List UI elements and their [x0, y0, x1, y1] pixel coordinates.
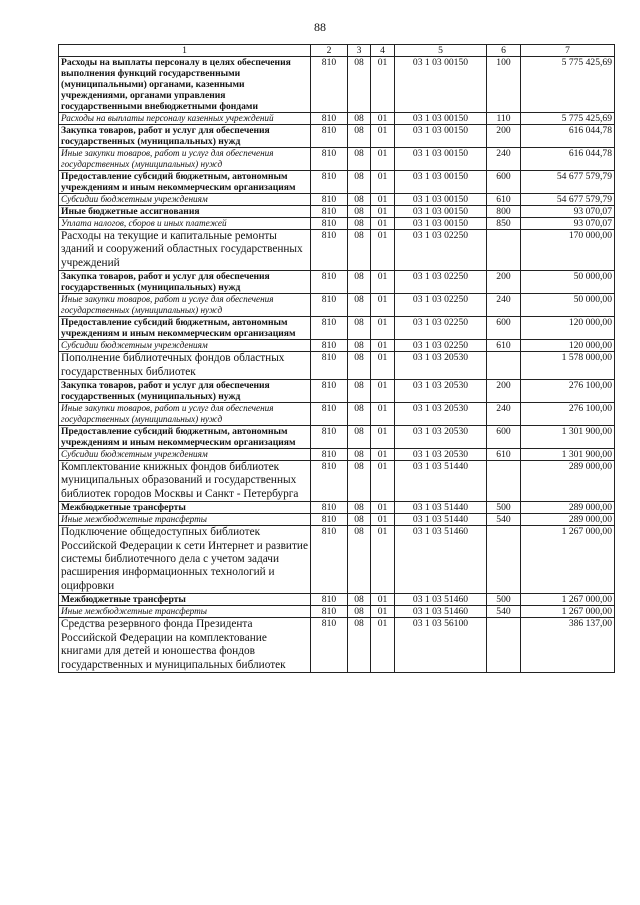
row-amount: 5 775 425,69	[521, 57, 615, 113]
row-section-code: 08	[348, 426, 371, 449]
table-row	[59, 218, 615, 230]
row-amount: 54 677 579,79	[521, 194, 615, 206]
row-ved-code: 810	[311, 294, 348, 317]
row-ved-code: 810	[311, 352, 348, 380]
table-row	[59, 352, 615, 380]
row-target-article: 03 1 03 56100	[395, 618, 487, 673]
table-row	[59, 148, 615, 171]
row-amount: 1 301 900,00	[521, 426, 615, 449]
row-name: Расходы на выплаты персоналу в целях обеспечения выполнения функций государственными (муниципальными) органами, казенными учреждениями, органами управления государственными внебюджетными фондами	[59, 57, 311, 113]
table-row	[59, 294, 615, 317]
row-amount: 289 000,00	[521, 502, 615, 514]
row-subsection-code: 01	[371, 618, 395, 673]
row-name: Иные межбюджетные трансферты	[59, 606, 311, 618]
table-row	[59, 206, 615, 218]
row-target-article: 03 1 03 51460	[395, 526, 487, 594]
row-section-code: 08	[348, 57, 371, 113]
row-amount: 1 301 900,00	[521, 449, 615, 461]
row-target-article: 03 1 03 20530	[395, 380, 487, 403]
row-ved-code: 810	[311, 218, 348, 230]
header-col-3: 3	[348, 45, 371, 57]
row-target-article: 03 1 03 51440	[395, 502, 487, 514]
row-name: Подключение общедоступных библиотек Российской Федерации к сети Интернет и развитие системы библиотечного дела с учетом задачи расширения информационных технологий и оцифровки	[59, 526, 311, 594]
row-expense-type: 540	[487, 606, 521, 618]
row-section-code: 08	[348, 403, 371, 426]
row-name: Межбюджетные трансферты	[59, 502, 311, 514]
table-row	[59, 426, 615, 449]
row-ved-code: 810	[311, 171, 348, 194]
row-target-article: 03 1 03 00150	[395, 125, 487, 148]
table-row	[59, 57, 615, 113]
table-header	[59, 45, 615, 57]
row-subsection-code: 01	[371, 271, 395, 294]
row-section-code: 08	[348, 526, 371, 594]
table-row	[59, 403, 615, 426]
row-expense-type: 850	[487, 218, 521, 230]
row-ved-code: 810	[311, 502, 348, 514]
row-name: Иные межбюджетные трансферты	[59, 514, 311, 526]
row-target-article: 03 1 03 00150	[395, 113, 487, 125]
row-ved-code: 810	[311, 449, 348, 461]
row-ved-code: 810	[311, 461, 348, 502]
row-expense-type: 500	[487, 502, 521, 514]
row-name: Субсидии бюджетным учреждениям	[59, 194, 311, 206]
row-section-code: 08	[348, 449, 371, 461]
row-expense-type: 240	[487, 403, 521, 426]
row-name: Субсидии бюджетным учреждениям	[59, 340, 311, 352]
header-col-2: 2	[311, 45, 348, 57]
row-ved-code: 810	[311, 618, 348, 673]
row-ved-code: 810	[311, 57, 348, 113]
row-ved-code: 810	[311, 514, 348, 526]
table-row	[59, 171, 615, 194]
row-ved-code: 810	[311, 230, 348, 271]
row-name: Расходы на текущие и капитальные ремонты зданий и сооружений областных государственных учреждений	[59, 230, 311, 271]
row-name: Пополнение библиотечных фондов областных государственных библиотек	[59, 352, 311, 380]
row-ved-code: 810	[311, 403, 348, 426]
row-target-article: 03 1 03 02250	[395, 271, 487, 294]
row-target-article: 03 1 03 20530	[395, 426, 487, 449]
header-col-6: 6	[487, 45, 521, 57]
table-row	[59, 194, 615, 206]
row-section-code: 08	[348, 461, 371, 502]
row-name: Закупка товаров, работ и услуг для обеспечения государственных (муниципальных) нужд	[59, 271, 311, 294]
row-target-article: 03 1 03 02250	[395, 230, 487, 271]
header-col-7: 7	[521, 45, 615, 57]
row-amount: 616 044,78	[521, 148, 615, 171]
row-amount: 276 100,00	[521, 380, 615, 403]
row-section-code: 08	[348, 594, 371, 606]
row-subsection-code: 01	[371, 57, 395, 113]
row-name: Предоставление субсидий бюджетным, автономным учреждениям и иным некоммерческим организациям	[59, 317, 311, 340]
row-expense-type: 240	[487, 294, 521, 317]
table-row	[59, 125, 615, 148]
row-expense-type: 200	[487, 125, 521, 148]
row-name: Иные закупки товаров, работ и услуг для обеспечения государственных (муниципальных) нужд	[59, 294, 311, 317]
row-target-article: 03 1 03 00150	[395, 194, 487, 206]
row-amount: 1 267 000,00	[521, 526, 615, 594]
row-subsection-code: 01	[371, 317, 395, 340]
row-name: Закупка товаров, работ и услуг для обеспечения государственных (муниципальных) нужд	[59, 125, 311, 148]
row-name: Предоставление субсидий бюджетным, автономным учреждениям и иным некоммерческим организациям	[59, 171, 311, 194]
row-expense-type: 600	[487, 426, 521, 449]
row-subsection-code: 01	[371, 171, 395, 194]
row-section-code: 08	[348, 502, 371, 514]
row-expense-type	[487, 526, 521, 594]
row-section-code: 08	[348, 514, 371, 526]
row-expense-type: 800	[487, 206, 521, 218]
budget-table	[58, 44, 615, 673]
row-ved-code: 810	[311, 271, 348, 294]
row-amount: 276 100,00	[521, 403, 615, 426]
table-row	[59, 230, 615, 271]
row-section-code: 08	[348, 218, 371, 230]
row-expense-type: 610	[487, 340, 521, 352]
row-target-article: 03 1 03 02250	[395, 340, 487, 352]
row-subsection-code: 01	[371, 380, 395, 403]
row-ved-code: 810	[311, 206, 348, 218]
row-expense-type: 240	[487, 148, 521, 171]
row-expense-type	[487, 352, 521, 380]
row-section-code: 08	[348, 340, 371, 352]
row-subsection-code: 01	[371, 514, 395, 526]
row-amount: 616 044,78	[521, 125, 615, 148]
row-ved-code: 810	[311, 317, 348, 340]
table-row	[59, 271, 615, 294]
row-expense-type: 200	[487, 271, 521, 294]
table-row	[59, 502, 615, 514]
row-expense-type: 540	[487, 514, 521, 526]
row-subsection-code: 01	[371, 194, 395, 206]
row-subsection-code: 01	[371, 218, 395, 230]
row-target-article: 03 1 03 02250	[395, 317, 487, 340]
table-row	[59, 526, 615, 594]
row-section-code: 08	[348, 294, 371, 317]
row-amount: 386 137,00	[521, 618, 615, 673]
row-target-article: 03 1 03 20530	[395, 352, 487, 380]
table-row	[59, 618, 615, 673]
row-target-article: 03 1 03 00150	[395, 57, 487, 113]
row-target-article: 03 1 03 00150	[395, 171, 487, 194]
row-section-code: 08	[348, 194, 371, 206]
row-subsection-code: 01	[371, 125, 395, 148]
row-expense-type	[487, 230, 521, 271]
header-row	[59, 45, 615, 57]
row-section-code: 08	[348, 113, 371, 125]
row-amount: 120 000,00	[521, 340, 615, 352]
row-section-code: 08	[348, 171, 371, 194]
row-expense-type: 600	[487, 171, 521, 194]
row-name: Средства резервного фонда Президента Российской Федерации на комплектование книгами для детей и юношества фондов государственных и муниципальных библиотек	[59, 618, 311, 673]
row-target-article: 03 1 03 00150	[395, 148, 487, 171]
row-expense-type	[487, 461, 521, 502]
row-amount: 1 267 000,00	[521, 594, 615, 606]
row-target-article: 03 1 03 51440	[395, 514, 487, 526]
row-amount: 93 070,07	[521, 206, 615, 218]
row-target-article: 03 1 03 00150	[395, 218, 487, 230]
table-body	[59, 57, 615, 673]
row-ved-code: 810	[311, 194, 348, 206]
table-row	[59, 514, 615, 526]
row-amount: 50 000,00	[521, 271, 615, 294]
row-expense-type: 600	[487, 317, 521, 340]
row-section-code: 08	[348, 148, 371, 171]
row-section-code: 08	[348, 230, 371, 271]
row-amount: 170 000,00	[521, 230, 615, 271]
row-subsection-code: 01	[371, 461, 395, 502]
row-section-code: 08	[348, 618, 371, 673]
row-expense-type: 200	[487, 380, 521, 403]
row-name: Предоставление субсидий бюджетным, автономным учреждениям и иным некоммерческим организациям	[59, 426, 311, 449]
table-row	[59, 606, 615, 618]
row-expense-type: 500	[487, 594, 521, 606]
row-expense-type: 110	[487, 113, 521, 125]
table-row	[59, 317, 615, 340]
header-col-5: 5	[395, 45, 487, 57]
row-name: Иные бюджетные ассигнования	[59, 206, 311, 218]
row-name: Расходы на выплаты персоналу казенных учреждений	[59, 113, 311, 125]
row-subsection-code: 01	[371, 294, 395, 317]
row-subsection-code: 01	[371, 352, 395, 380]
row-target-article: 03 1 03 51460	[395, 606, 487, 618]
row-amount: 289 000,00	[521, 461, 615, 502]
row-section-code: 08	[348, 317, 371, 340]
row-subsection-code: 01	[371, 606, 395, 618]
row-ved-code: 810	[311, 340, 348, 352]
row-ved-code: 810	[311, 148, 348, 171]
row-section-code: 08	[348, 271, 371, 294]
row-ved-code: 810	[311, 426, 348, 449]
row-name: Субсидии бюджетным учреждениям	[59, 449, 311, 461]
row-subsection-code: 01	[371, 113, 395, 125]
row-section-code: 08	[348, 125, 371, 148]
row-name: Закупка товаров, работ и услуг для обеспечения государственных (муниципальных) нужд	[59, 380, 311, 403]
row-name: Иные закупки товаров, работ и услуг для обеспечения государственных (муниципальных) нужд	[59, 403, 311, 426]
row-subsection-code: 01	[371, 526, 395, 594]
row-section-code: 08	[348, 352, 371, 380]
row-subsection-code: 01	[371, 206, 395, 218]
row-name: Иные закупки товаров, работ и услуг для обеспечения государственных (муниципальных) нужд	[59, 148, 311, 171]
row-section-code: 08	[348, 606, 371, 618]
row-subsection-code: 01	[371, 449, 395, 461]
row-target-article: 03 1 03 51440	[395, 461, 487, 502]
row-target-article: 03 1 03 02250	[395, 294, 487, 317]
row-amount: 54 677 579,79	[521, 171, 615, 194]
row-amount: 93 070,07	[521, 218, 615, 230]
page-number: 88	[314, 20, 326, 34]
table-row	[59, 340, 615, 352]
row-subsection-code: 01	[371, 502, 395, 514]
row-subsection-code: 01	[371, 230, 395, 271]
row-name: Комплектование книжных фондов библиотек муниципальных образований и государственных библиотек городов Москвы и Санкт - Петербурга	[59, 461, 311, 502]
row-subsection-code: 01	[371, 594, 395, 606]
row-section-code: 08	[348, 380, 371, 403]
row-ved-code: 810	[311, 113, 348, 125]
row-amount: 1 267 000,00	[521, 606, 615, 618]
row-section-code: 08	[348, 206, 371, 218]
row-subsection-code: 01	[371, 403, 395, 426]
row-amount: 5 775 425,69	[521, 113, 615, 125]
row-expense-type	[487, 618, 521, 673]
row-target-article: 03 1 03 20530	[395, 403, 487, 426]
table-row	[59, 594, 615, 606]
row-expense-type: 610	[487, 449, 521, 461]
table-row	[59, 449, 615, 461]
table-row	[59, 461, 615, 502]
row-ved-code: 810	[311, 526, 348, 594]
header-col-1: 1	[59, 45, 311, 57]
row-ved-code: 810	[311, 125, 348, 148]
row-target-article: 03 1 03 51460	[395, 594, 487, 606]
row-expense-type: 610	[487, 194, 521, 206]
row-amount: 289 000,00	[521, 514, 615, 526]
row-subsection-code: 01	[371, 426, 395, 449]
table-row	[59, 113, 615, 125]
header-col-4: 4	[371, 45, 395, 57]
row-amount: 120 000,00	[521, 317, 615, 340]
row-amount: 1 578 000,00	[521, 352, 615, 380]
row-ved-code: 810	[311, 594, 348, 606]
row-subsection-code: 01	[371, 340, 395, 352]
row-target-article: 03 1 03 20530	[395, 449, 487, 461]
row-name: Межбюджетные трансферты	[59, 594, 311, 606]
row-ved-code: 810	[311, 380, 348, 403]
row-amount: 50 000,00	[521, 294, 615, 317]
row-ved-code: 810	[311, 606, 348, 618]
row-subsection-code: 01	[371, 148, 395, 171]
row-target-article: 03 1 03 00150	[395, 206, 487, 218]
table-row	[59, 380, 615, 403]
row-expense-type: 100	[487, 57, 521, 113]
row-name: Уплата налогов, сборов и иных платежей	[59, 218, 311, 230]
